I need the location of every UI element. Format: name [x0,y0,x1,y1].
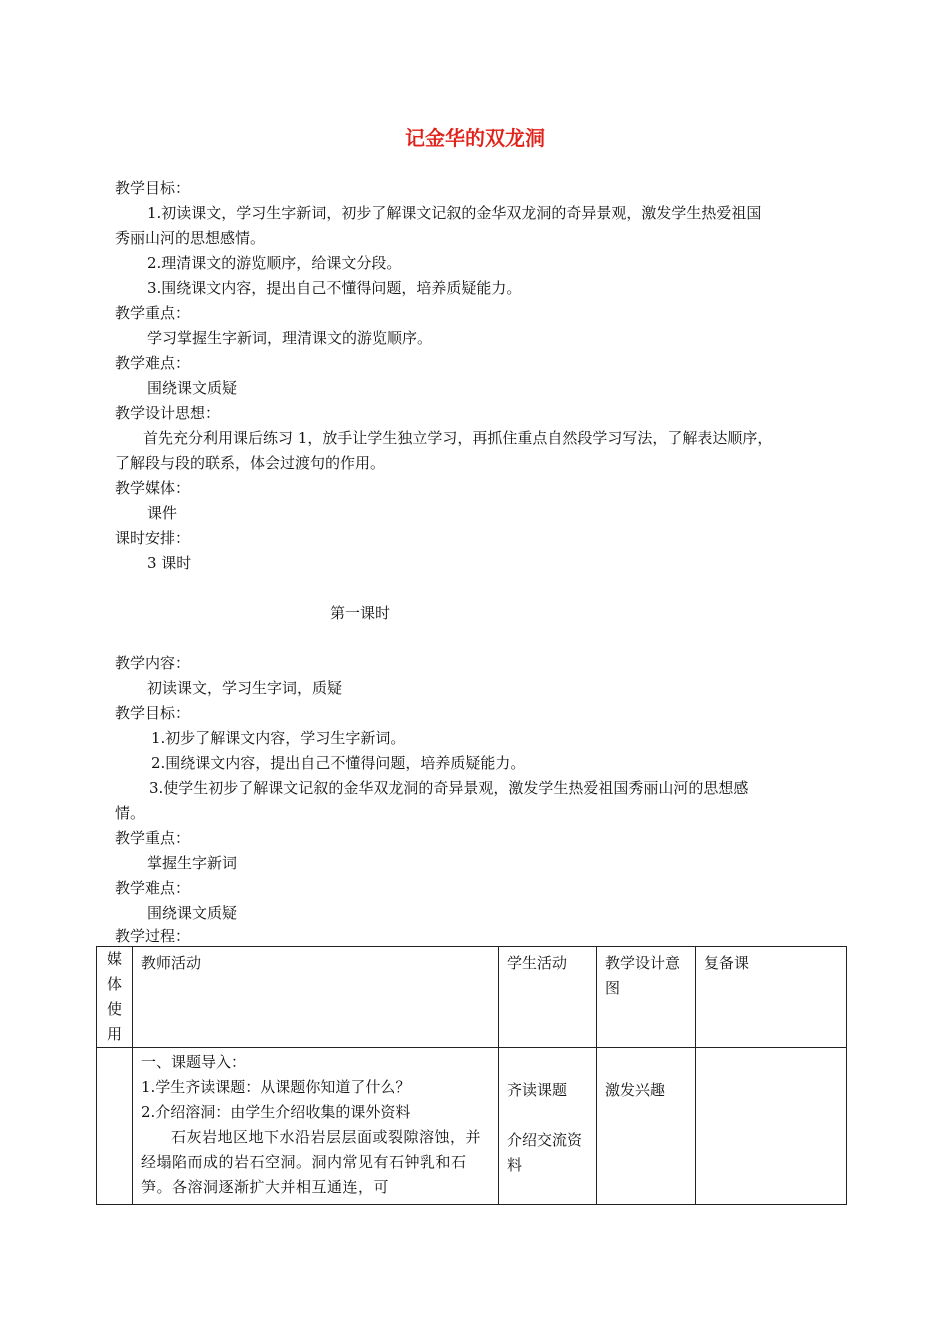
lesson-key-label: 教学重点： [115,829,191,847]
cell-teacher [133,1048,499,1205]
process-label: 教学过程： [115,927,191,945]
media-label: 教学媒体： [115,479,191,497]
lesson-key-text: 掌握生字新词 [147,854,238,872]
header-media-text: 媒体使用 [107,950,123,1043]
teacher-paragraph: 石灰岩地区地下水沿岩层层面或裂隙溶蚀，并经塌陷而成的岩石空洞。洞内常见有石钟乳和石笋。各溶洞逐渐扩大并相互通连，可 [141,1128,482,1196]
lesson-content-text: 初读课文，学习生字词，质疑 [147,679,343,697]
schedule-text: 3 课时 [147,554,192,572]
lesson-goal-2: 2.围绕课文内容，提出自己不懂得问题，培养质疑能力。 [151,754,526,772]
goals-label: 教学目标： [115,179,191,197]
cell-review [696,1048,847,1205]
cell-intent: 激发兴趣 [597,1048,696,1205]
lesson-content-label: 教学内容： [115,654,191,672]
header-teacher: 教师活动 [133,947,499,1048]
lesson-difficulty-label: 教学难点： [115,879,191,897]
goal-2: 2.理清课文的游览顺序，给课文分段。 [147,254,402,272]
process-table [96,946,847,1205]
lesson-goal-3-line-2: 情。 [115,804,146,822]
difficulty-label: 教学难点： [115,354,191,372]
key-text: 学习掌握生字新词，理清课文的游览顺序。 [147,329,433,347]
lesson-goal-1: 1.初步了解课文内容，学习生字新词。 [151,729,406,747]
design-label: 教学设计思想： [115,404,221,422]
difficulty-text: 围绕课文质疑 [147,379,238,397]
schedule-label: 课时安排： [115,529,191,547]
lesson-goals-label: 教学目标： [115,704,191,722]
teacher-line-1: 一、课题导入： [141,1053,247,1071]
cell-media [97,1048,133,1205]
student-activity-2: 介绍交流资料 [507,1131,583,1174]
media-text: 课件 [147,504,178,522]
goal-1-line-1: 1.初读课文，学习生字新词，初步了解课文记叙的金华双龙洞的奇异景观，激发学生热爱祖国 [147,204,762,222]
teacher-line-2: 1.学生齐读课题：从课题你知道了什么？ [141,1078,411,1096]
table-header-row [97,947,847,1048]
lesson-heading: 第一课时 [330,604,391,622]
lesson-goal-3-line-1: 3.使学生初步了解课文记叙的金华双龙洞的奇异景观，激发学生热爱祖国秀丽山河的思想感 [149,779,749,797]
table-row [97,1048,847,1205]
teacher-line-3: 2.介绍溶洞：由学生介绍收集的课外资料 [141,1103,411,1121]
header-review: 复备课 [696,947,847,1048]
cell-student [499,1048,597,1205]
document-title: 记金华的双龙洞 [405,126,545,150]
design-line-2: 了解段与段的联系，体会过渡句的作用。 [115,454,386,472]
design-line-1: 首先充分利用课后练习 1，放手让学生独立学习，再抓住重点自然段学习写法，了解表达顺序， [143,429,773,447]
header-intent: 教学设计意图 [597,947,696,1048]
key-label: 教学重点： [115,304,191,322]
goal-3: 3.围绕课文内容，提出自己不懂得问题，培养质疑能力。 [147,279,522,297]
header-media [97,947,133,1048]
lesson-difficulty-text: 围绕课文质疑 [147,904,238,922]
header-student: 学生活动 [499,947,597,1048]
student-activity-1: 齐读课题 [507,1081,568,1099]
goal-1-line-2: 秀丽山河的思想感情。 [115,229,266,247]
